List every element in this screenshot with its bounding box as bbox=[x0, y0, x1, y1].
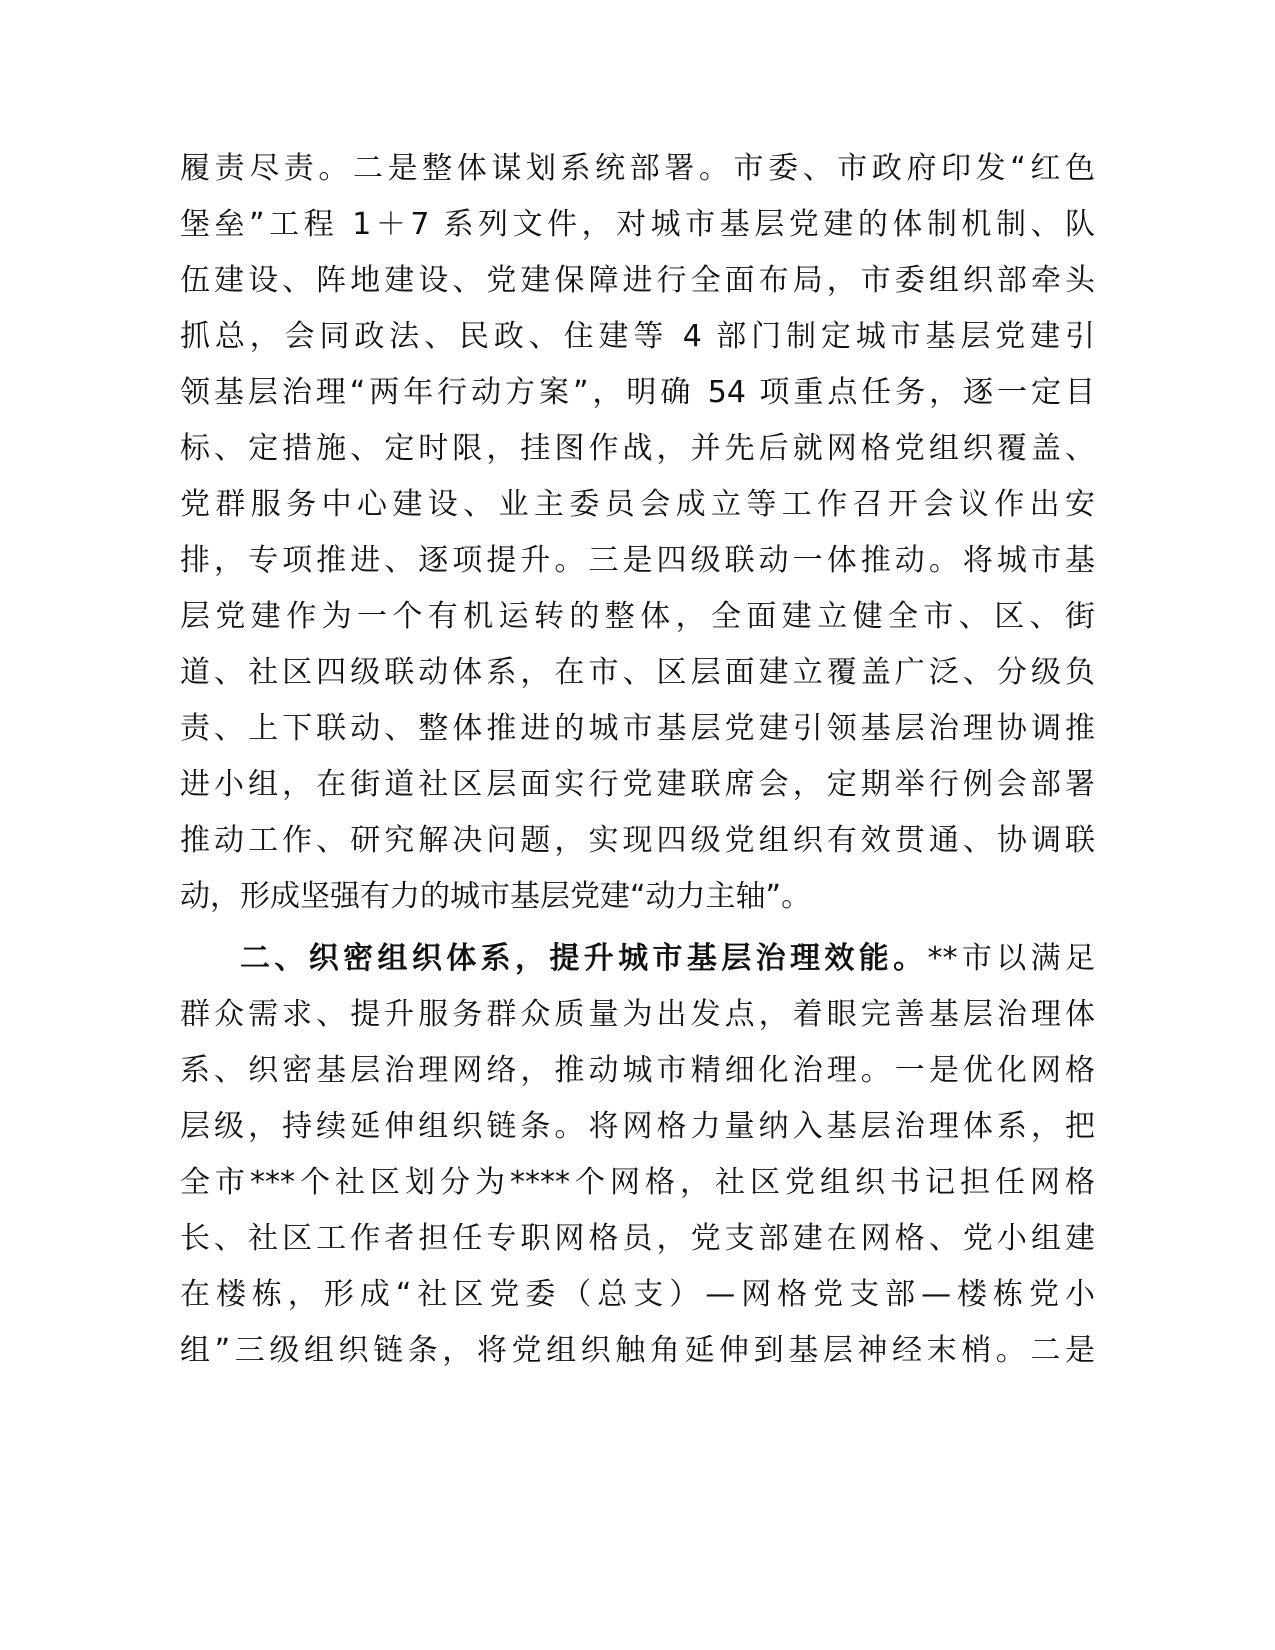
paragraph-line: 全市***个社区划分为****个网格，社区党组织书记担任网格 bbox=[180, 1165, 1095, 1200]
paragraph-line: 排，专项推进、逐项提升。三是四级联动一体推动。将城市基 bbox=[180, 543, 1095, 578]
paragraph-line: 推动工作、研究解决问题，实现四级党组织有效贯通、协调联 bbox=[180, 823, 1095, 858]
paragraph-line: 层党建作为一个有机运转的整体，全面建立健全市、区、街 bbox=[180, 599, 1095, 634]
paragraph-line: 领基层治理“两年行动方案”，明确 54 项重点任务，逐一定目 bbox=[180, 375, 1095, 410]
paragraph-line: 党群服务中心建设、业主委员会成立等工作召开会议作出安 bbox=[180, 487, 1095, 522]
paragraph-line: 层级，持续延伸组织链条。将网格力量纳入基层治理体系，把 bbox=[180, 1109, 1095, 1144]
section-heading-line bbox=[240, 939, 1095, 979]
paragraph-line: 道、社区四级联动体系，在市、区层面建立覆盖广泛、分级负 bbox=[180, 655, 1095, 690]
paragraph-line: 组”三级组织链条，将党组织触角延伸到基层神经末梢。二是 bbox=[180, 1333, 1095, 1368]
section-heading: 二、织密组织体系，提升城市基层治理效能。 bbox=[240, 941, 928, 976]
paragraph-line: 伍建设、阵地建设、党建保障进行全面布局，市委组织部牵头 bbox=[180, 263, 1095, 298]
paragraph-line: 长、社区工作者担任专职网格员，党支部建在网格、党小组建 bbox=[180, 1221, 1095, 1256]
paragraph-line: 在楼栋，形成“社区党委（总支）—网格党支部—楼栋党小 bbox=[180, 1277, 1095, 1312]
paragraph-text: **市以满足 bbox=[927, 941, 1095, 976]
paragraph-line: 堡垒”工程 1＋7 系列文件，对城市基层党建的体制机制、队 bbox=[180, 207, 1095, 242]
paragraph-line: 进小组，在街道社区层面实行党建联席会，定期举行例会部署 bbox=[180, 767, 1095, 802]
paragraph-line: 标、定措施、定时限，挂图作战，并先后就网格党组织覆盖、 bbox=[180, 431, 1095, 466]
paragraph-line: 动，形成坚强有力的城市基层党建“动力主轴”。 bbox=[180, 879, 812, 914]
paragraph-line: 群众需求、提升服务群众质量为出发点，着眼完善基层治理体 bbox=[180, 997, 1095, 1032]
paragraph-line: 抓总，会同政法、民政、住建等 4 部门制定城市基层党建引 bbox=[180, 319, 1095, 354]
paragraph-line: 责、上下联动、整体推进的城市基层党建引领基层治理协调推 bbox=[180, 711, 1095, 746]
paragraph-line: 履责尽责。二是整体谋划系统部署。市委、市政府印发“红色 bbox=[180, 151, 1095, 186]
paragraph-line: 系、织密基层治理网络，推动城市精细化治理。一是优化网格 bbox=[180, 1053, 1095, 1088]
